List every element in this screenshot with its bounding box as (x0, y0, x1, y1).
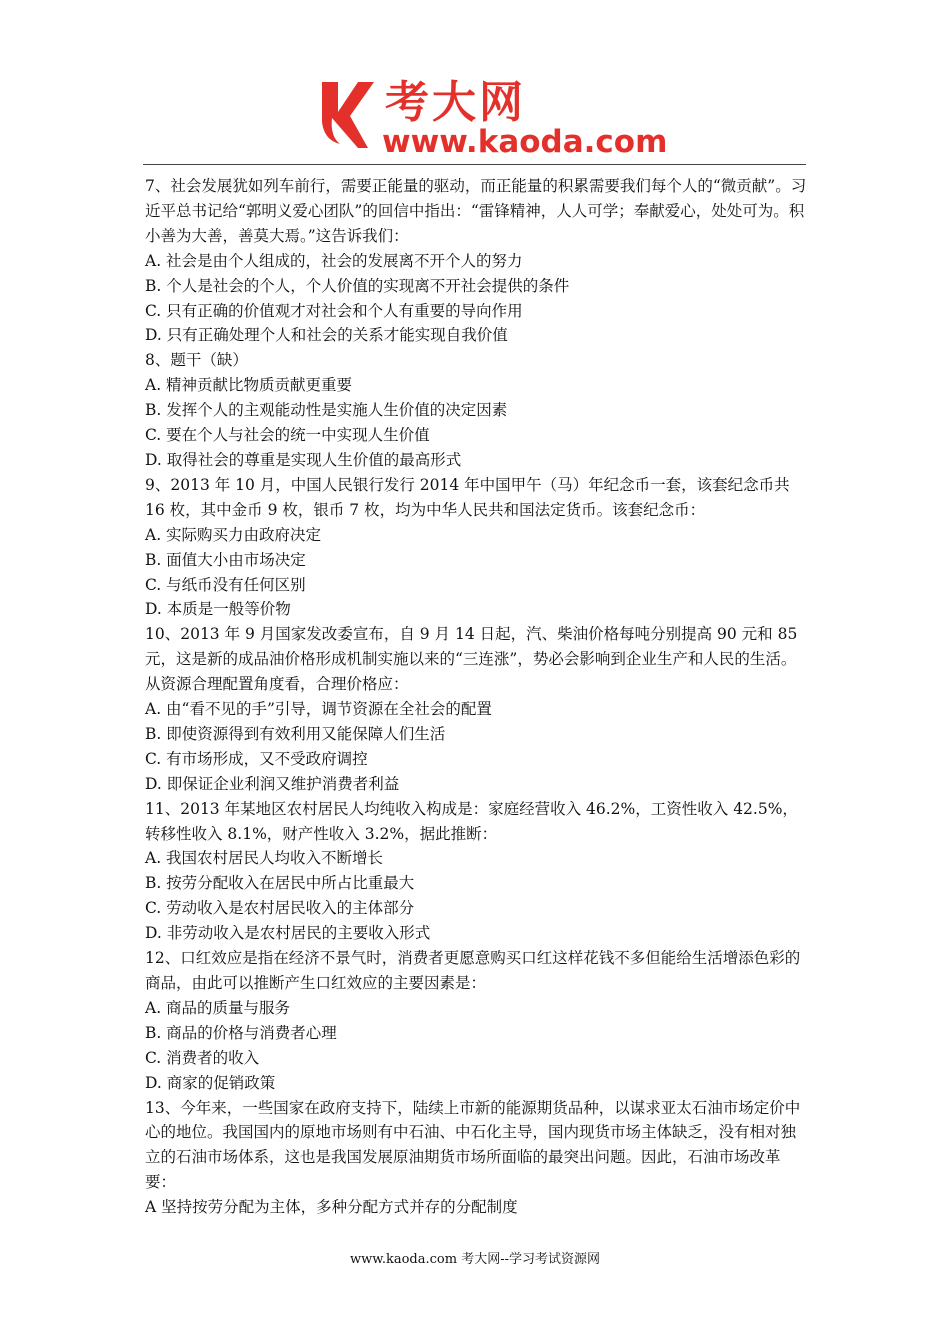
q9-option-a: A. 实际购买力由政府决定 (145, 525, 322, 544)
q11-option-a: A. 我国农村居民人均收入不断增长 (145, 849, 384, 868)
q8-option-d: D. 取得社会的尊重是实现人生价值的最高形式 (145, 450, 462, 469)
q7-option-c: C. 只有正确的价值观才对社会和个人有重要的导向作用 (145, 301, 523, 320)
q11-option-d: D. 非劳动收入是农村居民的主要收入形式 (145, 924, 431, 943)
q10-option-c: C. 有市场形成，又不受政府调控 (145, 749, 368, 768)
logo-chinese-name: 考大网 (385, 77, 526, 128)
question-10-stem: 10、2013 年 9 月国家发改委宣布，自 9 月 14 日起，汽、柴油价格每吨分别提高 90 元和 85 元，这是新的成品油价格形成机制实施以来的“三连涨”，势必会影响到企业生产和人民的生活。从资源合理配置角度看，合理价格应： (145, 625, 798, 694)
q12-option-b: B. 商品的价格与消费者心理 (145, 1023, 337, 1042)
question-12-stem: 12、口红效应是指在经济不景气时，消费者更愿意购买口红这样花钱不多但能给生活增添色彩的商品，由此可以推断产生口红效应的主要因素是： (145, 949, 801, 992)
q9-option-d: D. 本质是一般等价物 (145, 600, 291, 619)
page-footer: www.kaoda.com 考大网--学习考试资源网 (350, 1252, 600, 1267)
q10-option-a: A. 由“看不见的手”引导，调节资源在全社会的配置 (145, 700, 492, 719)
q9-option-b: B. 面值大小由市场决定 (145, 550, 306, 569)
question-11-stem: 11、2013 年某地区农村居民人均纯收入构成是：家庭经营收入 46.2%，工资性收入 42.5%，转移性收入 8.1%，财产性收入 3.2%，据此推断： (145, 799, 798, 843)
question-9-stem: 9、2013 年 10 月，中国人民银行发行 2014 年中国甲午（马）年纪念币一套，该套纪念币共 16 枚，其中金币 9 枚，银币 7 枚，均为中华人民共和国法定货币。该套纪念币： (145, 475, 790, 519)
page-header (0, 0, 950, 170)
q12-option-d: D. 商家的促销政策 (145, 1073, 276, 1092)
q8-option-a: A. 精神贡献比物质贡献更重要 (145, 376, 353, 395)
q11-option-b: B. 按劳分配收入在居民中所占比重最大 (145, 874, 415, 893)
q13-option-a: A 坚持按劳分配为主体，多种分配方式并存的分配制度 (145, 1198, 518, 1217)
q8-option-c: C. 要在个人与社会的统一中实现人生价值 (145, 426, 430, 445)
q7-option-a: A. 社会是由个人组成的，社会的发展离不开个人的努力 (145, 251, 523, 270)
question-8-stem: 8、题干（缺） (145, 351, 248, 370)
q12-option-c: C. 消费者的收入 (145, 1048, 260, 1067)
header-divider (143, 164, 806, 165)
kaoda-logo-icon (318, 78, 378, 150)
q9-option-c: C. 与纸币没有任何区别 (145, 575, 306, 594)
q8-option-b: B. 发挥个人的主观能动性是实施人生价值的决定因素 (145, 401, 508, 420)
logo-url: www.kaoda.com (382, 124, 668, 160)
q12-option-a: A. 商品的质量与服务 (145, 998, 291, 1017)
q7-option-d: D. 只有正确处理个人和社会的关系才能实现自我价值 (145, 326, 508, 345)
question-7-stem: 7、社会发展犹如列车前行，需要正能量的驱动，而正能量的积累需要我们每个人的“微贡献”。习近平总书记给“郭明义爱心团队”的回信中指出：“雷锋精神，人人可学；奉献爱心，处处可为。积小善为大善，善莫大焉。”这告诉我们： (145, 177, 807, 245)
q11-option-c: C. 劳动收入是农村居民收入的主体部分 (145, 899, 415, 918)
document-body (145, 174, 810, 1220)
question-13-stem: 13、今年来，一些国家在政府支持下，陆续上市新的能源期货品种，以谋求亚太石油市场定价中心的地位。我国国内的原地市场则有中石油、中石化主导，国内现货市场主体缺乏，没有相对独立的石油市场体系，这也是我国发展原油期货市场所面临的最突出问题。因此，石油市场改革要： (145, 1098, 801, 1192)
q10-option-d: D. 即保证企业利润又维护消费者利益 (145, 774, 400, 793)
q7-option-b: B. 个人是社会的个人，个人价值的实现离不开社会提供的条件 (145, 276, 570, 295)
q10-option-b: B. 即使资源得到有效利用又能保障人们生活 (145, 724, 446, 743)
